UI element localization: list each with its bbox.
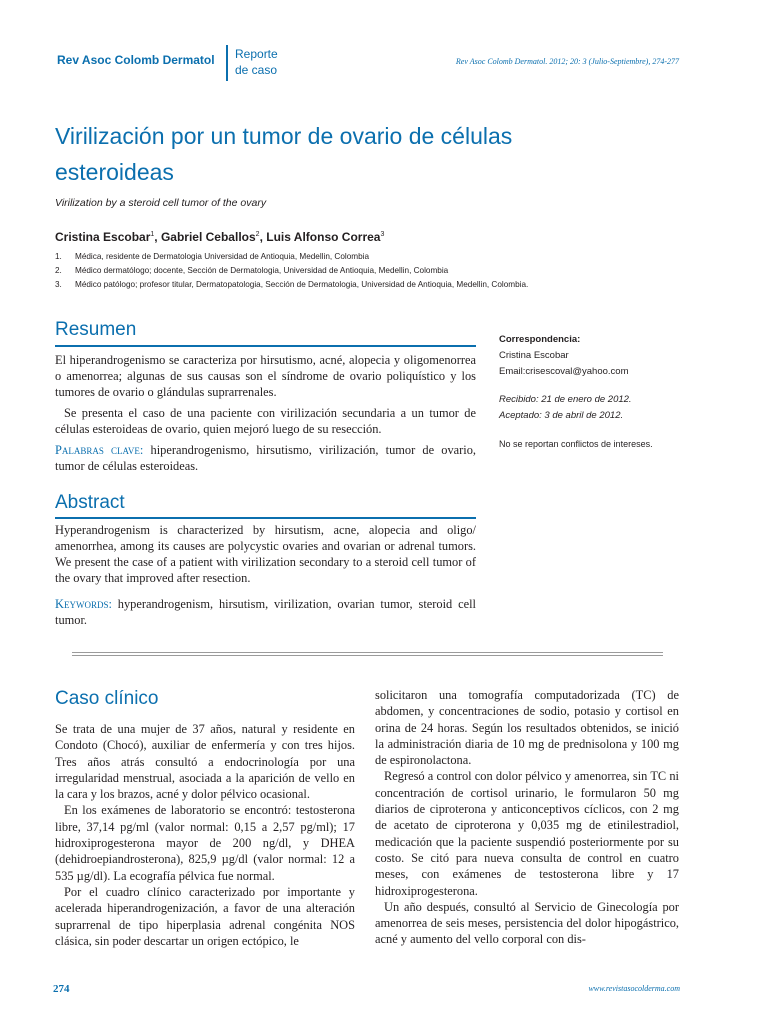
article-title: Virilización por un tumor de ovario de células esteroideas (55, 123, 513, 185)
author-name: Cristina Escobar (55, 230, 151, 244)
keywords-text: hiperandrogenismo, hirsutismo, virilización, tumor de ovario, tumor de células esteroideas. (55, 443, 477, 473)
affiliation-number: 3. (55, 280, 62, 289)
keywords-label: Keywords: (55, 597, 112, 611)
article-subtitle: Virilization by a steroid cell tumor of the ovary (55, 197, 267, 209)
section-separator (72, 652, 663, 653)
resumen-paragraph: El hiperandrogenismo se caracteriza por hirsutismo, acné, alopecia y oligomenorrea o amenorrea; algunas de sus causas son el síndrome de ovario poliquístico y los tumores de ovario o glándulas suprarrenales. (55, 353, 476, 399)
keywords-label: Palabras clave: (55, 443, 144, 457)
body-paragraph: Por el cuadro clínico caracterizado por importante y acelerada hiperandrogenización, a favor de una alteración suprarrenal de tipo hiperplasia adrenal congénita NOS clásica, sin poder descartar un origen ectópico, le (55, 884, 355, 948)
journal-citation: Rev Asoc Colomb Dermatol. 2012; 20: 3 (Julio-Septiembre), 274-277 (455, 57, 679, 66)
abstract-keywords (55, 596, 476, 628)
author-name: Luis Alfonso Correa (266, 230, 381, 244)
correspondence-box (499, 332, 653, 452)
header-divider (226, 45, 228, 81)
author-name: Gabriel Ceballos (160, 230, 256, 244)
affiliation-text: Médico patólogo; profesor titular, Dermatopatologia, Sección de Dermatologia, Universidad de Antioquia, Medellin, Colombia. (75, 280, 529, 289)
author-affil-mark: 2 (255, 231, 260, 238)
correspondence-name: Cristina Escobar (499, 350, 569, 361)
accepted-date: Aceptado: 3 de abril de 2012. (499, 410, 624, 421)
author-list: Cristina Escobar$^1$, Gabriel Ceballos$^2$, Luis Alfonso Correa$^3$ (55, 230, 385, 244)
affiliation-number: 2. (55, 266, 62, 275)
affiliation-item (55, 278, 528, 292)
body-column-right (375, 687, 679, 948)
resumen-paragraph: Se presenta el caso de una paciente con virilización secundaria a un tumor de células esteroideas de ovario, quien mejoró luego de su resección. (55, 406, 476, 436)
section-separator (72, 655, 663, 656)
affiliation-text: Médico dermatólogo; docente, Sección de Dermatologia, Universidad de Antioquia, Medellin, Colombia (75, 266, 449, 275)
abstract-heading: Abstract (55, 492, 125, 513)
conflicts-statement: No se reportan conflictos de intereses. (499, 439, 653, 449)
page-number: 274 (53, 983, 70, 995)
abstract-paragraph: Hyperandrogenism is characterized by hirsutism, acne, alopecia and oligo/ amenorrhea, among its causes are polycystic ovaries and ovarian or adrenal tumors. We present the case of a patient with virilization secondary to a steroid cell tumor of the ovary that improved after resection. (55, 523, 476, 585)
author-affil-mark: 3 (380, 231, 385, 238)
body-paragraph: Se trata de una mujer de 37 años, natural y residente en Condoto (Chocó), auxiliar de enfermería y con tres hijos. Tres años atrás consultó a endocrinología por una irregularidad menstrual, asociada a la aparición de vello en la cara y los brazos, acné y dolor pélvico ocasional. (55, 722, 355, 802)
resumen-keywords (55, 442, 476, 474)
abstract-rule (55, 517, 476, 519)
correspondence-email[interactable]: Email:crisescoval@yahoo.com (499, 366, 629, 377)
affiliation-item (55, 264, 528, 278)
section-label (235, 46, 278, 78)
keywords-text: hyperandrogenism, hirsutism, virilization, ovarian tumor, steroid cell tumor. (55, 597, 476, 627)
section-label-line2: de caso (235, 63, 278, 77)
section-label-line1: Reporte (235, 47, 278, 61)
resumen-heading: Resumen (55, 319, 137, 340)
affiliation-list (55, 250, 528, 292)
author-affil-mark: 1 (150, 231, 155, 238)
body-paragraph: Regresó a control con dolor pélvico y amenorrea, sin TC ni concentración de cortisol urinario, le formularon 50 mg diarios de ciproterona y anticonceptivos cíclicos, con 2 mg de acetato de ciproterona y 0,035 mg de etinilestradiol, medicación que la paciente suspendió posteriormente por su costo. Se citó para nueva consulta de control en cuatro meses, con exámenes de testosterona libre y 17 hidroxiprogesterona. (375, 769, 679, 898)
affiliation-number: 1. (55, 252, 62, 261)
received-date: Recibido: 21 de enero de 2012. (499, 394, 632, 405)
correspondence-label: Correspondencia: (499, 334, 581, 345)
body-paragraph: Un año después, consultó al Servicio de Ginecología por amenorrea de seis meses, persistencia del dolor hipogástrico, acné y aumento del vello corporal con dis- (375, 899, 679, 947)
caso-heading: Caso clínico (55, 688, 159, 709)
resumen-rule (55, 345, 476, 347)
journal-name: Rev Asoc Colomb Dermatol (57, 53, 215, 67)
journal-website[interactable]: www.revistasocolderma.com (588, 984, 680, 993)
affiliation-item (55, 250, 528, 264)
body-paragraph: En los exámenes de laboratorio se encontró: testosterona libre, 37,14 pg/ml (valor normal: 0,15 a 2,57 pg/ml); 17 hidroxiprogesterona mayor de 200 ng/dl, y DHEA (dehidroepiandrosterona), 825,9 µg/dl (valor normal: 12 a 535 µg/dl). La ecografía pélvica fue normal. (55, 803, 355, 883)
affiliation-text: Médica, residente de Dermatologia Universidad de Antioquia, Medellin, Colombia (75, 252, 370, 261)
body-column-left (55, 721, 355, 949)
body-paragraph: solicitaron una tomografía computadorizada (TC) de abdomen, y concentraciones de sodio, potasio y cortisol en orina de 24 horas. Según los resultados obtenidos, se inició la administración diaria de 10 mg de prednisolona y 100 mg de espironolactona. (375, 688, 679, 768)
